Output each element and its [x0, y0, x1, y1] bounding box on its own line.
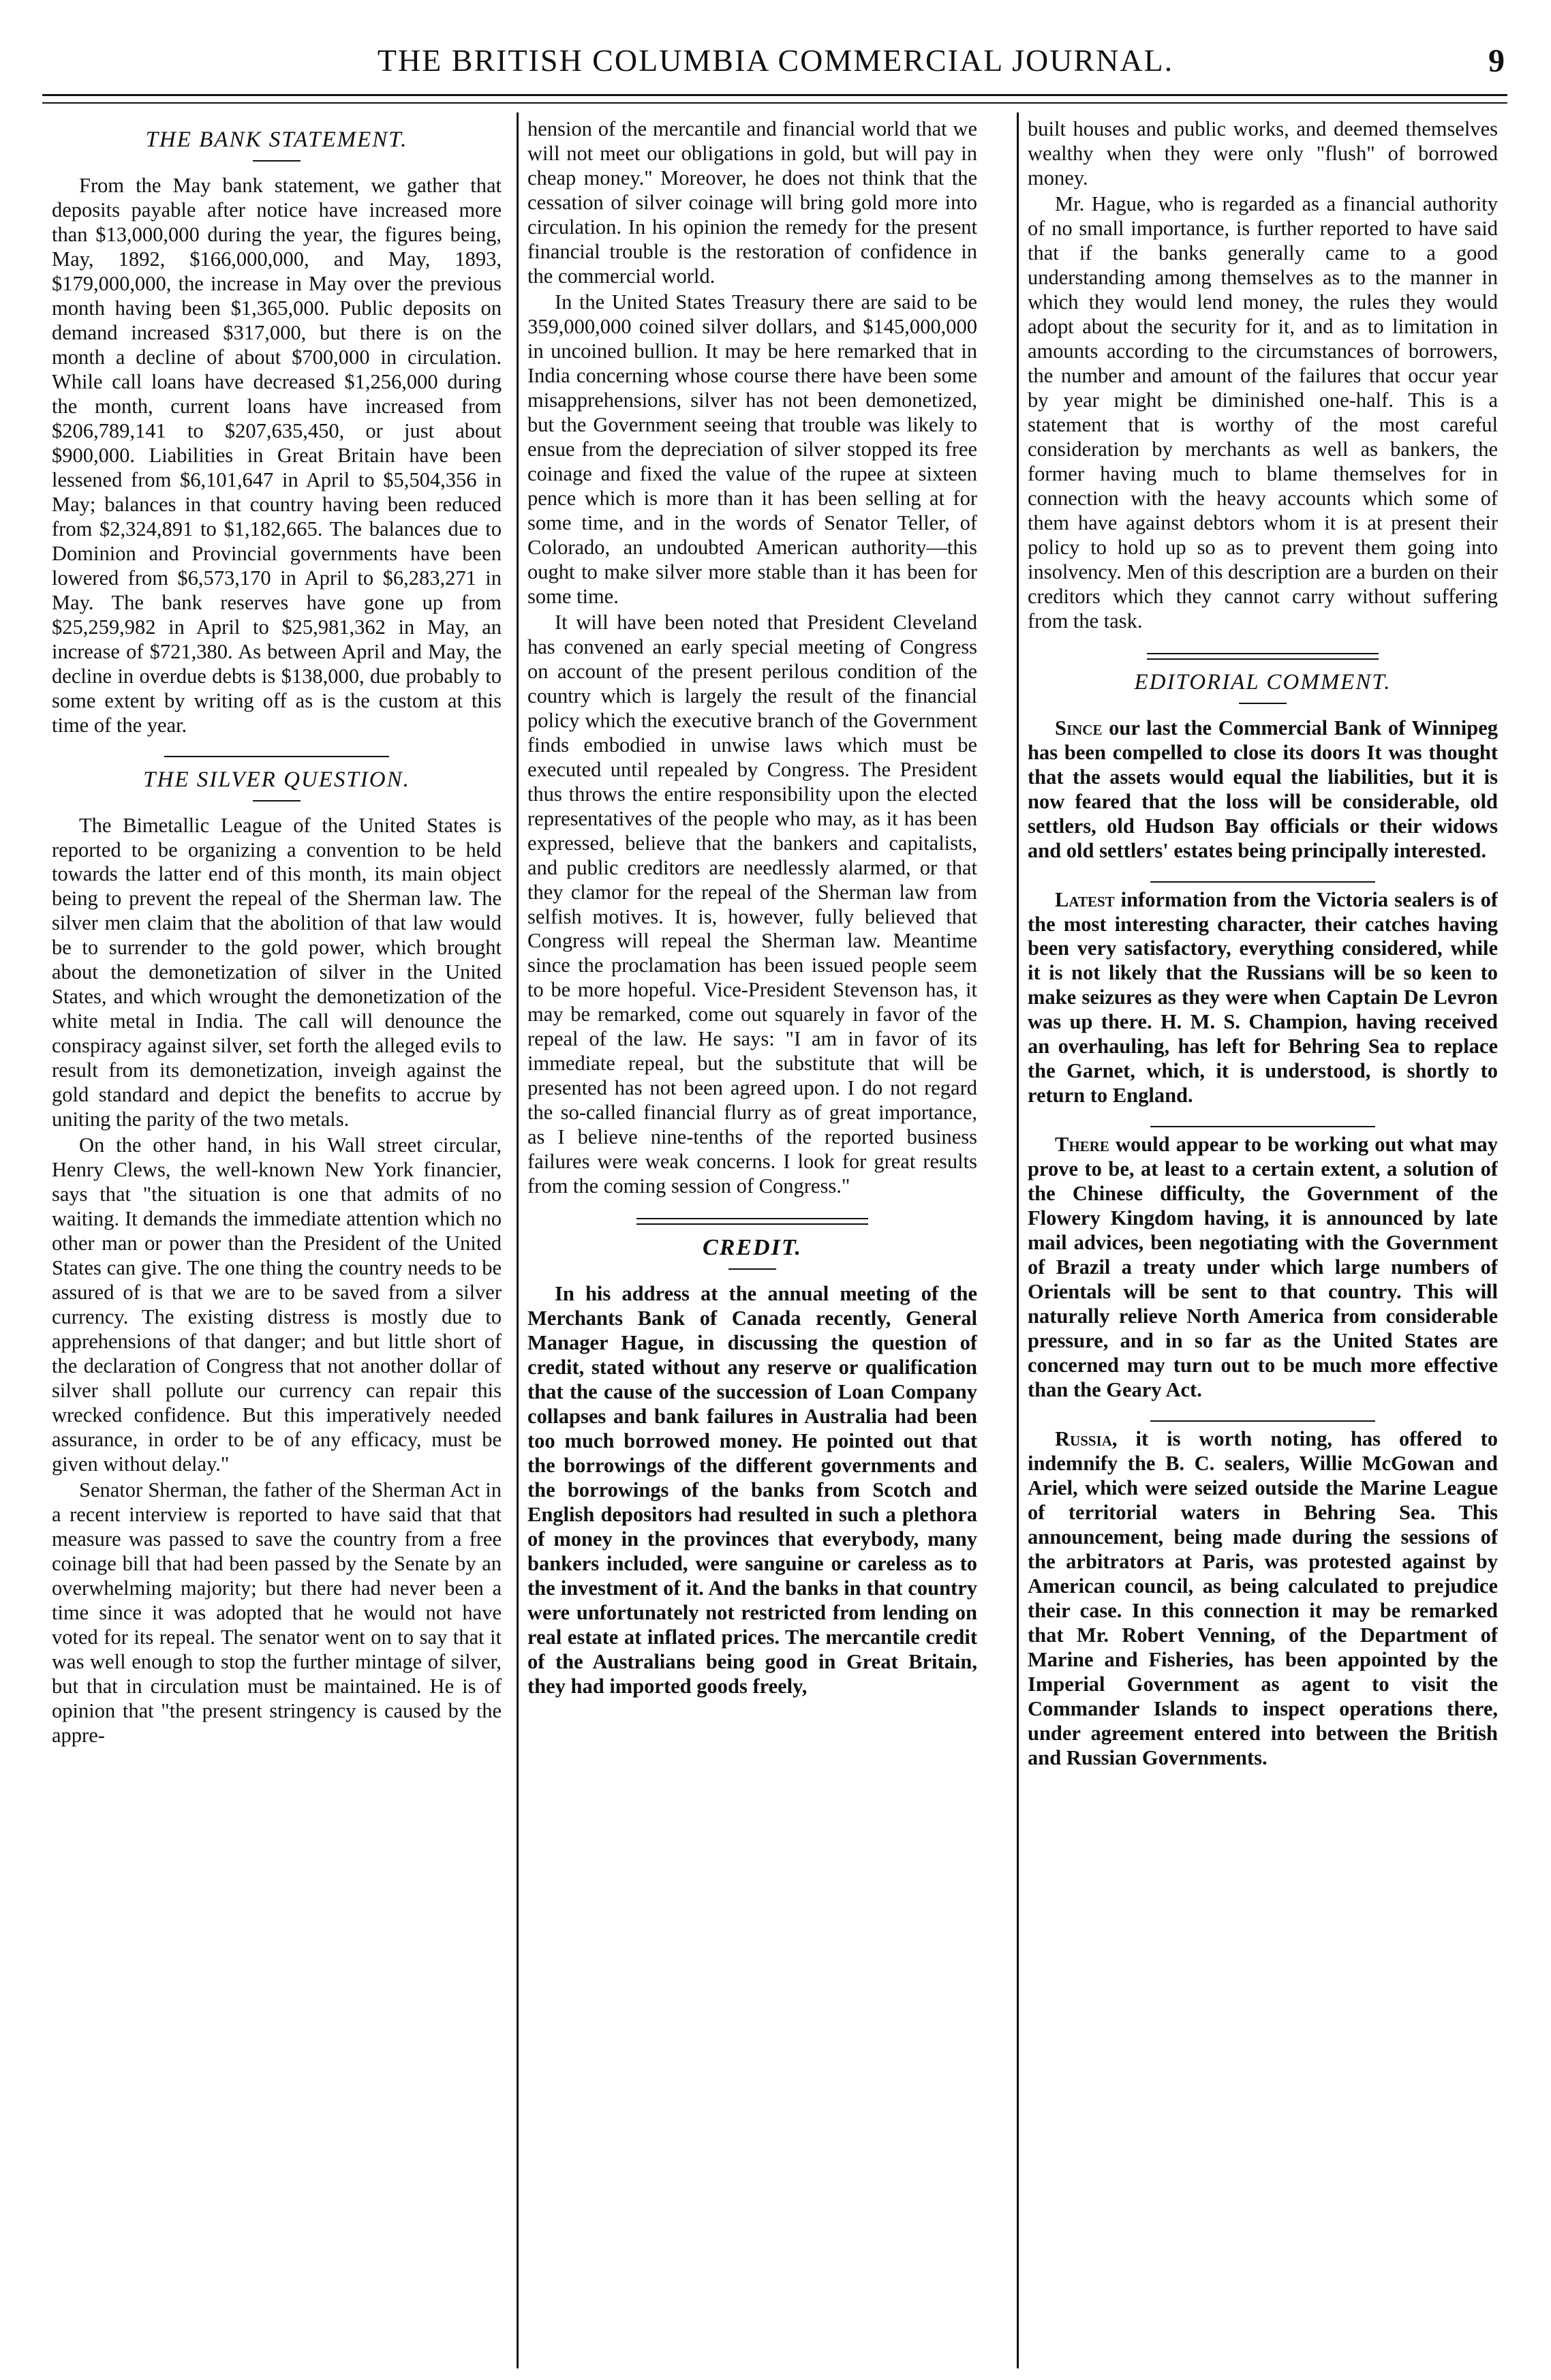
- header-rule-bottom: [42, 102, 1507, 104]
- section-rule: [1150, 881, 1375, 883]
- credit-paragraph: In his address at the annual meeting of the Merchants Bank of Canada recently, General Manager Hague, in discussing the question of credit, stated without any reserve or qualification that the cause of the succession of Loan Company collapses and bank failures in Australia had been too much borrowed money. He pointed out that the borrowings of the different governments and the borrowings of the banks from Scotch and English depositors had resulted in such a plethora of money in the provinces that everybody, many bankers included, were sanguine or careless as to the investment of it. And the banks in that country were unfortunately not restricted from lending on real estate at inflated prices. The mercantile credit of the Australians being good in Great Britain, they had imported goods freely,: [527, 1282, 977, 1698]
- heading-dash: [1239, 703, 1287, 704]
- editorial-item-1-lead: Since: [1055, 716, 1103, 739]
- page-number: 9: [1488, 43, 1505, 79]
- editorial-item-4: [1028, 1427, 1498, 1771]
- editorial-item-3-lead: There: [1055, 1133, 1109, 1157]
- editorial-item-2: [1028, 888, 1498, 1109]
- editorial-item-3: [1028, 1133, 1498, 1403]
- silver-paragraph-2: On the other hand, in his Wall street circular, Henry Clews, the well-known New York financier, says that "the situation is one that admits of no waiting. It demands the immediate attention which no other man or power than the President of the United States can give. The one thing the country needs to be assured of is that we are to be saved from a silver currency. The existing distress is mostly due to apprehensions of that danger; and but little short of the declaration of Congress that not another dollar of silver shall pollute our currency can repair this wrecked confidence. But this imperatively needed assurance, in order to be of any efficacy, must be given without delay.": [52, 1133, 502, 1476]
- heading-dash: [253, 160, 301, 162]
- column-3: [1028, 117, 1498, 2366]
- credit-continuation-paragraph: built houses and public works, and deemed themselves wealthy when they were only "flush" of borrowed money.: [1028, 117, 1498, 189]
- editorial-item-4-text: it is worth noting, has offered to indemnify the B. C. sealers, Willie McGowan and Ariel, which were seized outside the Marine League of territorial waters in Behring Sea. This announcement, being made during the sessions of the arbitrators at Paris, was protested against by American council, as being calculated to prejudice their case. In this connection it may be remarked that Mr. Robert Venning, of the Department of Marine and Fisheries, has been appointed by the Imperial Government as agent to visit the Commander Islands to inspect operations there, under agreement entered into between the British and Russian Governments.: [1028, 1427, 1498, 1769]
- section-double-rule: [1147, 653, 1379, 660]
- editorial-comment-heading: EDITORIAL COMMENT.: [1134, 669, 1392, 695]
- treasury-paragraph: In the United States Treasury there are said to be 359,000,000 coined silver dollars, and $145,000,000 in uncoined bullion. It may be here remarked that in India concerning whose course there have been some misapprehensions, silver has not been demonetized, but the Government seeing that trouble was likely to ensue from the depreciation of silver stopped its free coinage and fixed the value of the rupee at sixteen pence which is more than it has been selling at for some time, and in the words of Senator Teller, of Colorado, an undoubted American authority—this ought to make silver more stable than it has been for some time.: [527, 290, 977, 608]
- section-double-rule: [636, 1218, 868, 1225]
- heading-dash: [728, 1268, 776, 1270]
- editorial-item-2-text: information from the Victoria sealers is of the most interesting character, their catches having been very satisfactory, everything considered, while it is not likely that the Russians will be so keen to make seizures as they were when Captain De Levron was up there. H. M. S. Champion, having received an overhauling, has left for Behring Sea to replace the Garnet, which, it is understood, is shortly to return to England.: [1028, 887, 1498, 1108]
- credit-heading: CREDIT.: [703, 1235, 802, 1261]
- column-divider-2: [1017, 112, 1019, 2368]
- cleveland-paragraph: It will have been noted that President Cleveland has convened an early special meeting of Congress on account of the present perilous condition of the country which is largely the result of the financial policy which the executive branch of the Government finds embodied in unwise laws which must be executed until repealed by Congress. The President thus throws the entire responsibility upon the elected representatives of the people who may, as it has been expressed, believe that the bankers and capitalists, and public creditors are needlessly alarmed, or that they clamor for the repeal of the Sherman law from selfish motives. It is, however, fully believed that Congress will repeal the Sherman law. Meantime since the proclamation has been issued people seem to be more hopeful. Vice-President Stevenson has, it may be remarked, come out squarely in favor of the repeal of the law. He says: "I am in favor of its immediate repeal, but the substitute that will be presented has not been agreed upon. I do not regard the so-called financial flurry as of great importance, as I believe nine-tenths of the reported business failures were weak concerns. I look for great results from the coming session of Congress.": [527, 610, 977, 1198]
- silver-paragraph-3: Senator Sherman, the father of the Sherman Act in a recent interview is reported to have said that that measure was passed to save the country from a free coinage bill that had been passed by the Senate by an overwhelming majority; but there had never been a time since it was adopted that he would not have voted for its repeal. The senator went on to say that it was well enough to stop the further mintage of silver, but that in circulation must be maintained. He is of opinion that "the present stringency is caused by the appre-: [52, 1478, 502, 1747]
- header-rule-top: [42, 94, 1507, 96]
- editorial-item-4-lead: Russia,: [1055, 1427, 1118, 1451]
- editorial-item-1-text: our last the Commercial Bank of Winnipeg has been compelled to close its doors It was thought that the assets would equal the liabilities, but it is now feared that the loss will be considerable, old settlers, old Hudson Bay officials or their widows and old settlers' estates being principally interested.: [1028, 716, 1498, 862]
- hague-paragraph: Mr. Hague, who is regarded as a financial authority of no small importance, is further reported to have said that if the banks generally came to a good understanding among themselves as to the manner in which they would lend money, the rules they would adopt about the security for it, and as to limitation in amounts according to the circumstances of borrowers, the number and amount of the failures that occur year by year might be diminished one-half. This is a statement that is worthy of the most careful consideration by merchants as well as bankers, the former having much to blame themselves for in connection with the heavy accounts which some of them have against debtors whom it is at present their policy to hold up so as to prevent them going into insolvency. Men of this description are a burden on their creditors which they cannot carry without suffering from the task.: [1028, 192, 1498, 632]
- page-header: [27, 14, 1524, 95]
- column-2: [527, 117, 977, 2366]
- silver-continuation-paragraph: hension of the mercantile and financial world that we will not meet our obligations in gold, but will pay in cheap money." Moreover, he does not think that the cessation of silver coinage will bring gold more into circulation. In his opinion the remedy for the present financial trouble is the restoration of confidence in the commercial world.: [527, 117, 977, 288]
- bank-statement-heading: THE BANK STATEMENT.: [145, 127, 408, 152]
- silver-question-heading: THE SILVER QUESTION.: [143, 767, 410, 792]
- editorial-item-1: [1028, 716, 1498, 864]
- column-1: [52, 117, 502, 2366]
- bank-statement-paragraph: From the May bank statement, we gather that deposits payable after notice have increased more than $13,000,000 during the year, the figures being, May, 1892, $166,000,000, and May, 1893, $179,000,000, the increase in May over the previous month having been $1,365,000. Public deposits on demand increased $317,000, but there is on the month a decline of about $700,000 in circulation. While call loans have decreased $1,256,000 during the month, current loans have increased from $206,789,141 to $207,635,450, or just about $900,000. Liabilities in Great Britain have been lessened from $6,101,647 in April to $5,504,356 in May; balances in that country having been reduced from $2,324,891 to $1,182,665. The balances due to Dominion and Provincial governments have been lowered from $6,573,170 in April to $6,283,271 in May. The bank reserves have gone up from $25,259,982 in April to $25,981,362 in May, an increase of $721,380. As between April and May, the decline in overdue debts is $138,000, due probably to some extent by writing off as is the custom at this time of the year.: [52, 173, 502, 737]
- section-rule: [164, 756, 389, 757]
- section-rule: [1150, 1126, 1375, 1127]
- section-rule: [1150, 1420, 1375, 1422]
- heading-dash: [253, 800, 301, 802]
- journal-title: THE BRITISH COLUMBIA COMMERCIAL JOURNAL.: [377, 43, 1174, 78]
- column-divider-1: [517, 112, 519, 2368]
- editorial-item-3-text: would appear to be working out what may prove to be, at least to a certain extent, a solution of the Chinese difficulty, the Government of the Flowery Kingdom having, it is announced by late mail advices, been negotiating with the Government of Brazil a treaty under which large numbers of Orientals will be sent to that country. This will naturally relieve North America from considerable pressure, and in so far as the United States are concerned may turn out to be much more effective than the Geary Act.: [1028, 1133, 1498, 1402]
- silver-paragraph-1: The Bimetallic League of the United States is reported to be organizing a convention to be held towards the latter end of this month, its main object being to prevent the repeal of the Sherman law. The silver men claim that the abolition of that law would be to surrender to the gold power, which brought about the demonetization of silver in the United States, and which wrought the demonetization of the white metal in India. The call will denounce the conspiracy against silver, set forth the alleged evils to result from its demonetization, inveigh against the gold standard and depict the benefits to accrue by uniting the parity of the two metals.: [52, 813, 502, 1131]
- editorial-item-2-lead: Latest: [1055, 887, 1115, 911]
